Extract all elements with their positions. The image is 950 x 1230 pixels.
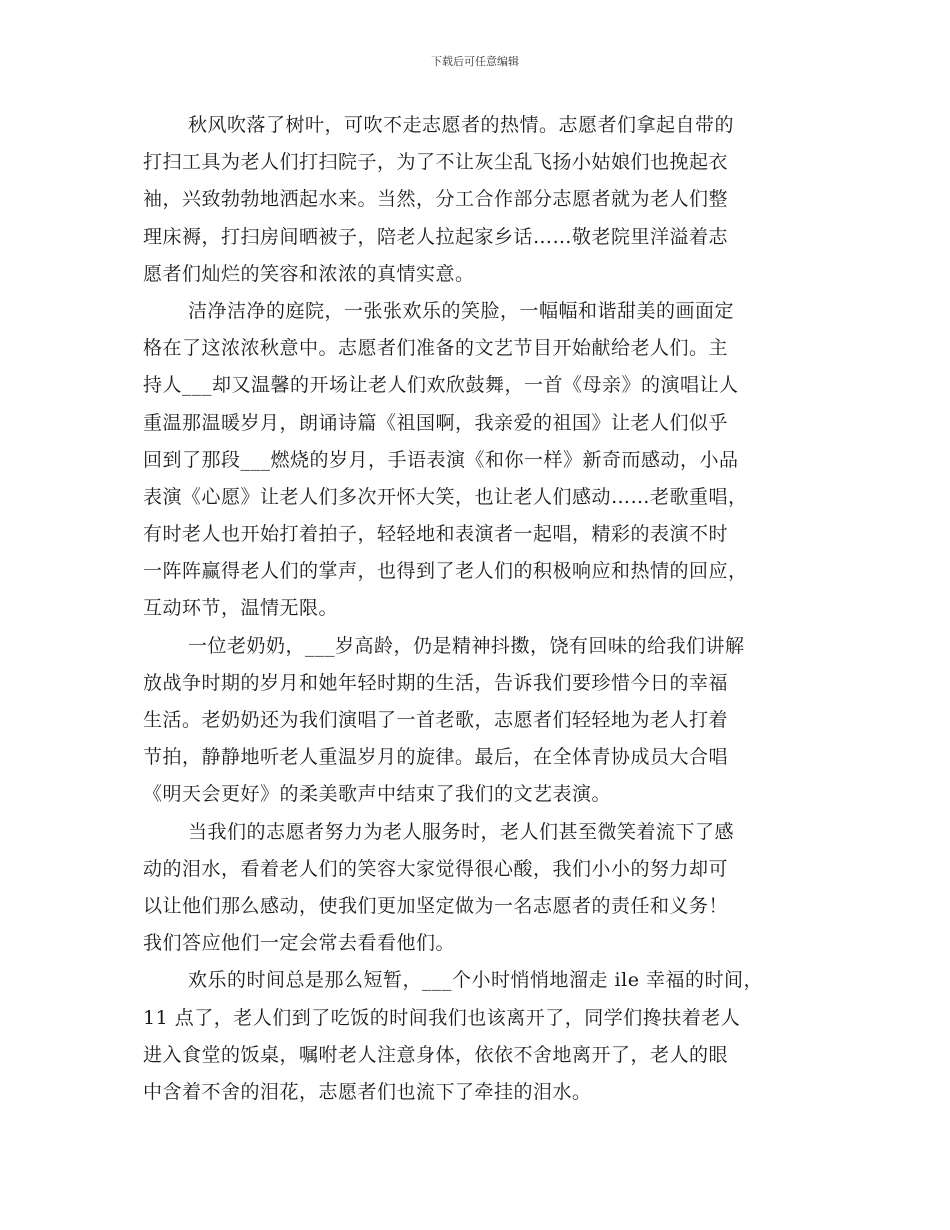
text-line: 11 点了，老人们到了吃饭的时间我们也该离开了，同学们搀扶着老人 [143,1006,741,1029]
text-line: 愿者们灿烂的笑容和浓浓的真情实意。 [143,262,475,285]
text-line: 进入食堂的饭桌，嘱咐老人注意身体，依依不舍地离开了，老人的眼 [143,1043,729,1066]
text-line: 我们答应他们一定会常去看看他们。 [143,932,456,955]
paragraph-3 [143,628,823,814]
text-line: 中含着不舍的泪花，志愿者们也流下了牵挂的泪水。 [143,1080,592,1103]
page-header: 下载后可任意编辑 [431,55,519,68]
paragraph-1 [143,107,823,293]
text-line: 持人___却又温馨的开场让老人们欢欣鼓舞，一首《母亲》的演唱让人 [143,374,739,397]
text-line: 放战争时期的岁月和她年轻时期的生活，告诉我们要珍惜今日的幸福 [143,671,729,694]
paragraph-4 [143,814,823,963]
text-line: 互动环节，温情无限。 [143,597,339,620]
text-line: 动的泪水，看着老人们的笑容大家觉得很心酸，我们小小的努力却可 [143,857,729,880]
article-body [143,107,823,1111]
text-line: 欢乐的时间总是那么短暂，___个小时悄悄地溜走 ile 幸福的时间， [188,969,763,992]
text-line: 节拍，静静地听老人重温岁月的旋律。最后，在全体青协成员大合唱 [143,746,729,769]
text-line: 一位老奶奶，___岁高龄，仍是精神抖擞，饶有回味的给我们讲解 [188,634,745,657]
text-line: 袖，兴致勃勃地洒起水来。当然，分工合作部分志愿者就为老人们整 [143,188,729,211]
text-line: 秋风吹落了树叶，可吹不走志愿者的热情。志愿者们拿起自带的 [188,114,735,136]
text-line: 《明天会更好》的柔美歌声中结束了我们的文艺表演。 [143,783,612,806]
text-line: 回到了那段___燃烧的岁月，手语表演《和你一样》新奇而感动，小品 [143,448,739,471]
text-line: 重温那温暖岁月，朗诵诗篇《祖国啊，我亲爱的祖国》让老人们似乎 [143,411,729,434]
paragraph-5 [143,962,823,1111]
text-line: 以让他们那么感动，使我们更加坚定做为一名志愿者的责任和义务！ [143,894,729,917]
text-line: 格在了这浓浓秋意中。志愿者们准备的文艺节目开始献给老人们。主 [143,337,729,360]
text-line: 一阵阵赢得老人们的掌声，也得到了老人们的积极响应和热情的回应， [143,560,748,583]
text-line: 生活。老奶奶还为我们演唱了一首老歌，志愿者们轻轻地为老人打着 [143,709,729,731]
text-line: 当我们的志愿者努力为老人服务时，老人们甚至微笑着流下了感 [188,820,735,843]
text-line: 有时老人也开始打着拍子，轻轻地和表演者一起唱，精彩的表演不时 [143,523,729,546]
paragraph-2 [143,293,823,628]
text-line: 表演《心愿》让老人们多次开怀大笑，也让老人们感动……老歌重唱， [143,485,748,508]
text-line: 洁净洁净的庭院，一张张欢乐的笑脸，一幅幅和谐甜美的画面定 [188,299,735,322]
text-line: 理床褥，打扫房间晒被子，陪老人拉起家乡话……敬老院里洋溢着志 [143,225,729,248]
text-line: 打扫工具为老人们打扫院子，为了不让灰尘乱飞扬小姑娘们也挽起衣 [143,151,729,174]
